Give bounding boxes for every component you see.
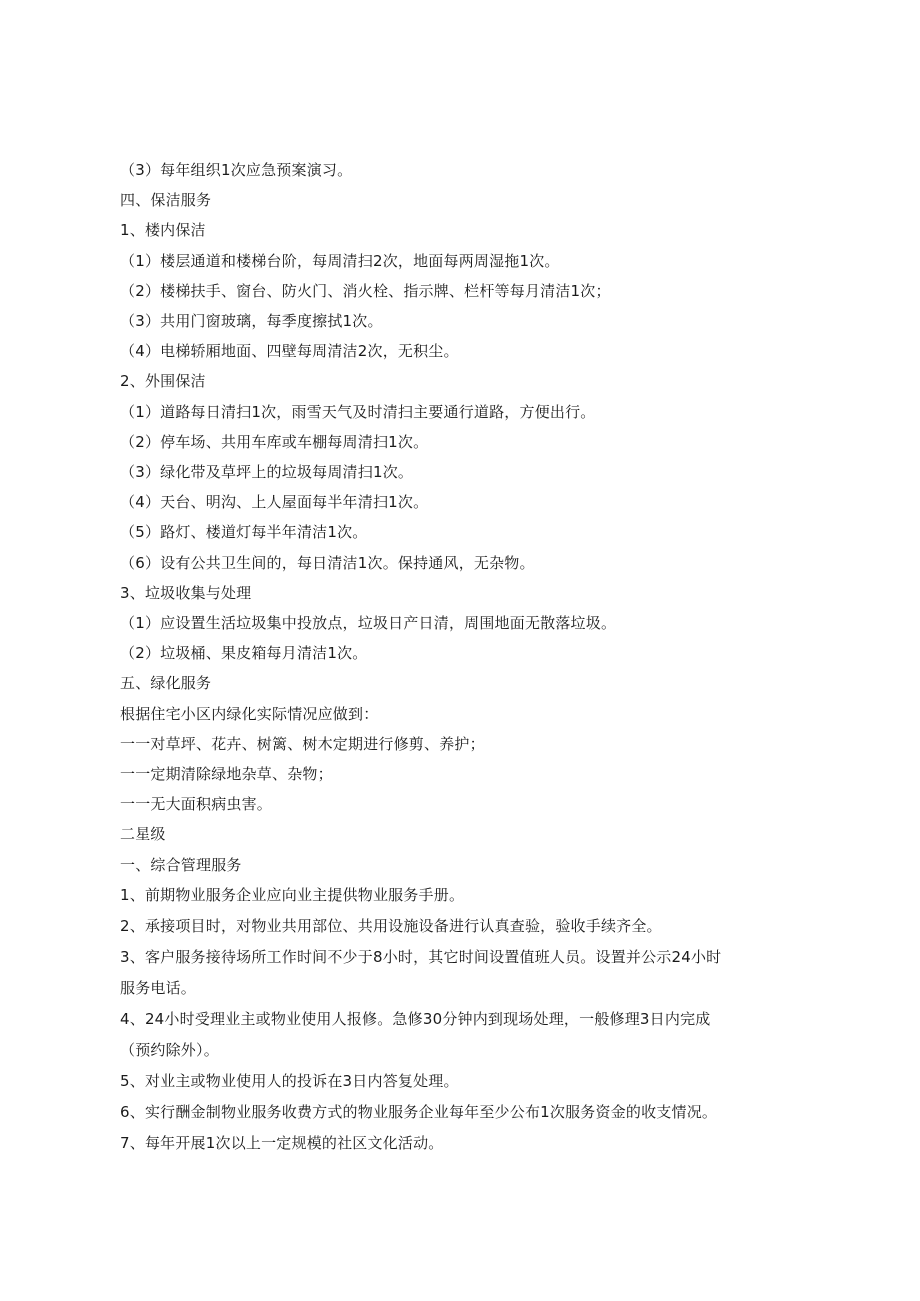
text-line: （3）绿化带及草坪上的垃圾每周清扫1次。 (120, 463, 414, 482)
subsection-heading: 3、垃圾收集与处理 (120, 583, 252, 602)
text-line: 一一对草坪、花卉、树篱、树木定期进行修剪、养护； (120, 734, 485, 753)
subsection-heading: 1、楼内保洁 (120, 221, 206, 240)
text-line: （1）楼层通道和楼梯台阶，每周清扫2次，地面每两周湿拖1次。 (120, 251, 560, 270)
text-line: （6）设有公共卫生间的，每日清洁1次。保持通风，无杂物。 (120, 553, 535, 572)
text-line: （预约除外）。 (120, 1040, 219, 1059)
text-line: 一一定期清除绿地杂草、杂物； (120, 765, 333, 784)
text-line: 1、前期物业服务企业应向业主提供物业服务手册。 (120, 885, 465, 904)
text-line: 根据住宅小区内绿化实际情况应做到： (120, 704, 379, 723)
text-line: （4）电梯轿厢地面、四壁每周清洁2次，无积尘。 (120, 342, 459, 361)
text-line: 2、承接项目时，对物业共用部位、共用设施设备进行认真查验，验收手续齐全。 (120, 916, 662, 935)
subsection-heading: 2、外围保洁 (120, 372, 206, 391)
text-line: （2）楼梯扶手、窗台、防火门、消火栓、指示牌、栏杆等每月清洁1次； (120, 281, 611, 300)
document-body (120, 155, 800, 1159)
text-line: 4、24小时受理业主或物业使用人报修。急修30分钟内到现场处理，一般修理3日内完成 (120, 1009, 711, 1028)
text-line: （3）每年组织1次应急预案演习。 (120, 161, 353, 179)
text-line: 服务电话。 (120, 978, 197, 997)
text-line: 一一无大面积病虫害。 (120, 795, 273, 814)
text-line: （2）垃圾桶、果皮箱每月清洁1次。 (120, 644, 368, 663)
text-line: 3、客户服务接待场所工作时间不少于8小时，其它时间设置值班人员。设置并公示24小时 (120, 947, 722, 966)
text-line: 6、实行酬金制物业服务收费方式的物业服务企业每年至少公布1次服务资金的收支情况。 (120, 1102, 718, 1121)
text-line: （2）停车场、共用车库或车棚每周清扫1次。 (120, 432, 429, 451)
text-line: （5）路灯、楼道灯每半年清洁1次。 (120, 523, 368, 542)
text-line: 7、每年开展1次以上一定规模的社区文化活动。 (120, 1133, 444, 1152)
text-line: （4）天台、明沟、上人屋面每半年清扫1次。 (120, 493, 429, 512)
section-heading: 四、保洁服务 (120, 191, 212, 210)
section-heading: 五、绿化服务 (120, 674, 212, 693)
section-heading: 一、综合管理服务 (120, 855, 242, 874)
level-heading: 二星级 (120, 825, 166, 844)
text-line: （3）共用门窗玻璃，每季度擦拭1次。 (120, 312, 383, 331)
text-line: （1）应设置生活垃圾集中投放点，垃圾日产日清，周围地面无散落垃圾。 (120, 614, 617, 633)
text-line: （1）道路每日清扫1次，雨雪天气及时清扫主要通行道路，方便出行。 (120, 402, 596, 421)
text-line: 5、对业主或物业使用人的投诉在3日内答复处理。 (120, 1071, 459, 1090)
